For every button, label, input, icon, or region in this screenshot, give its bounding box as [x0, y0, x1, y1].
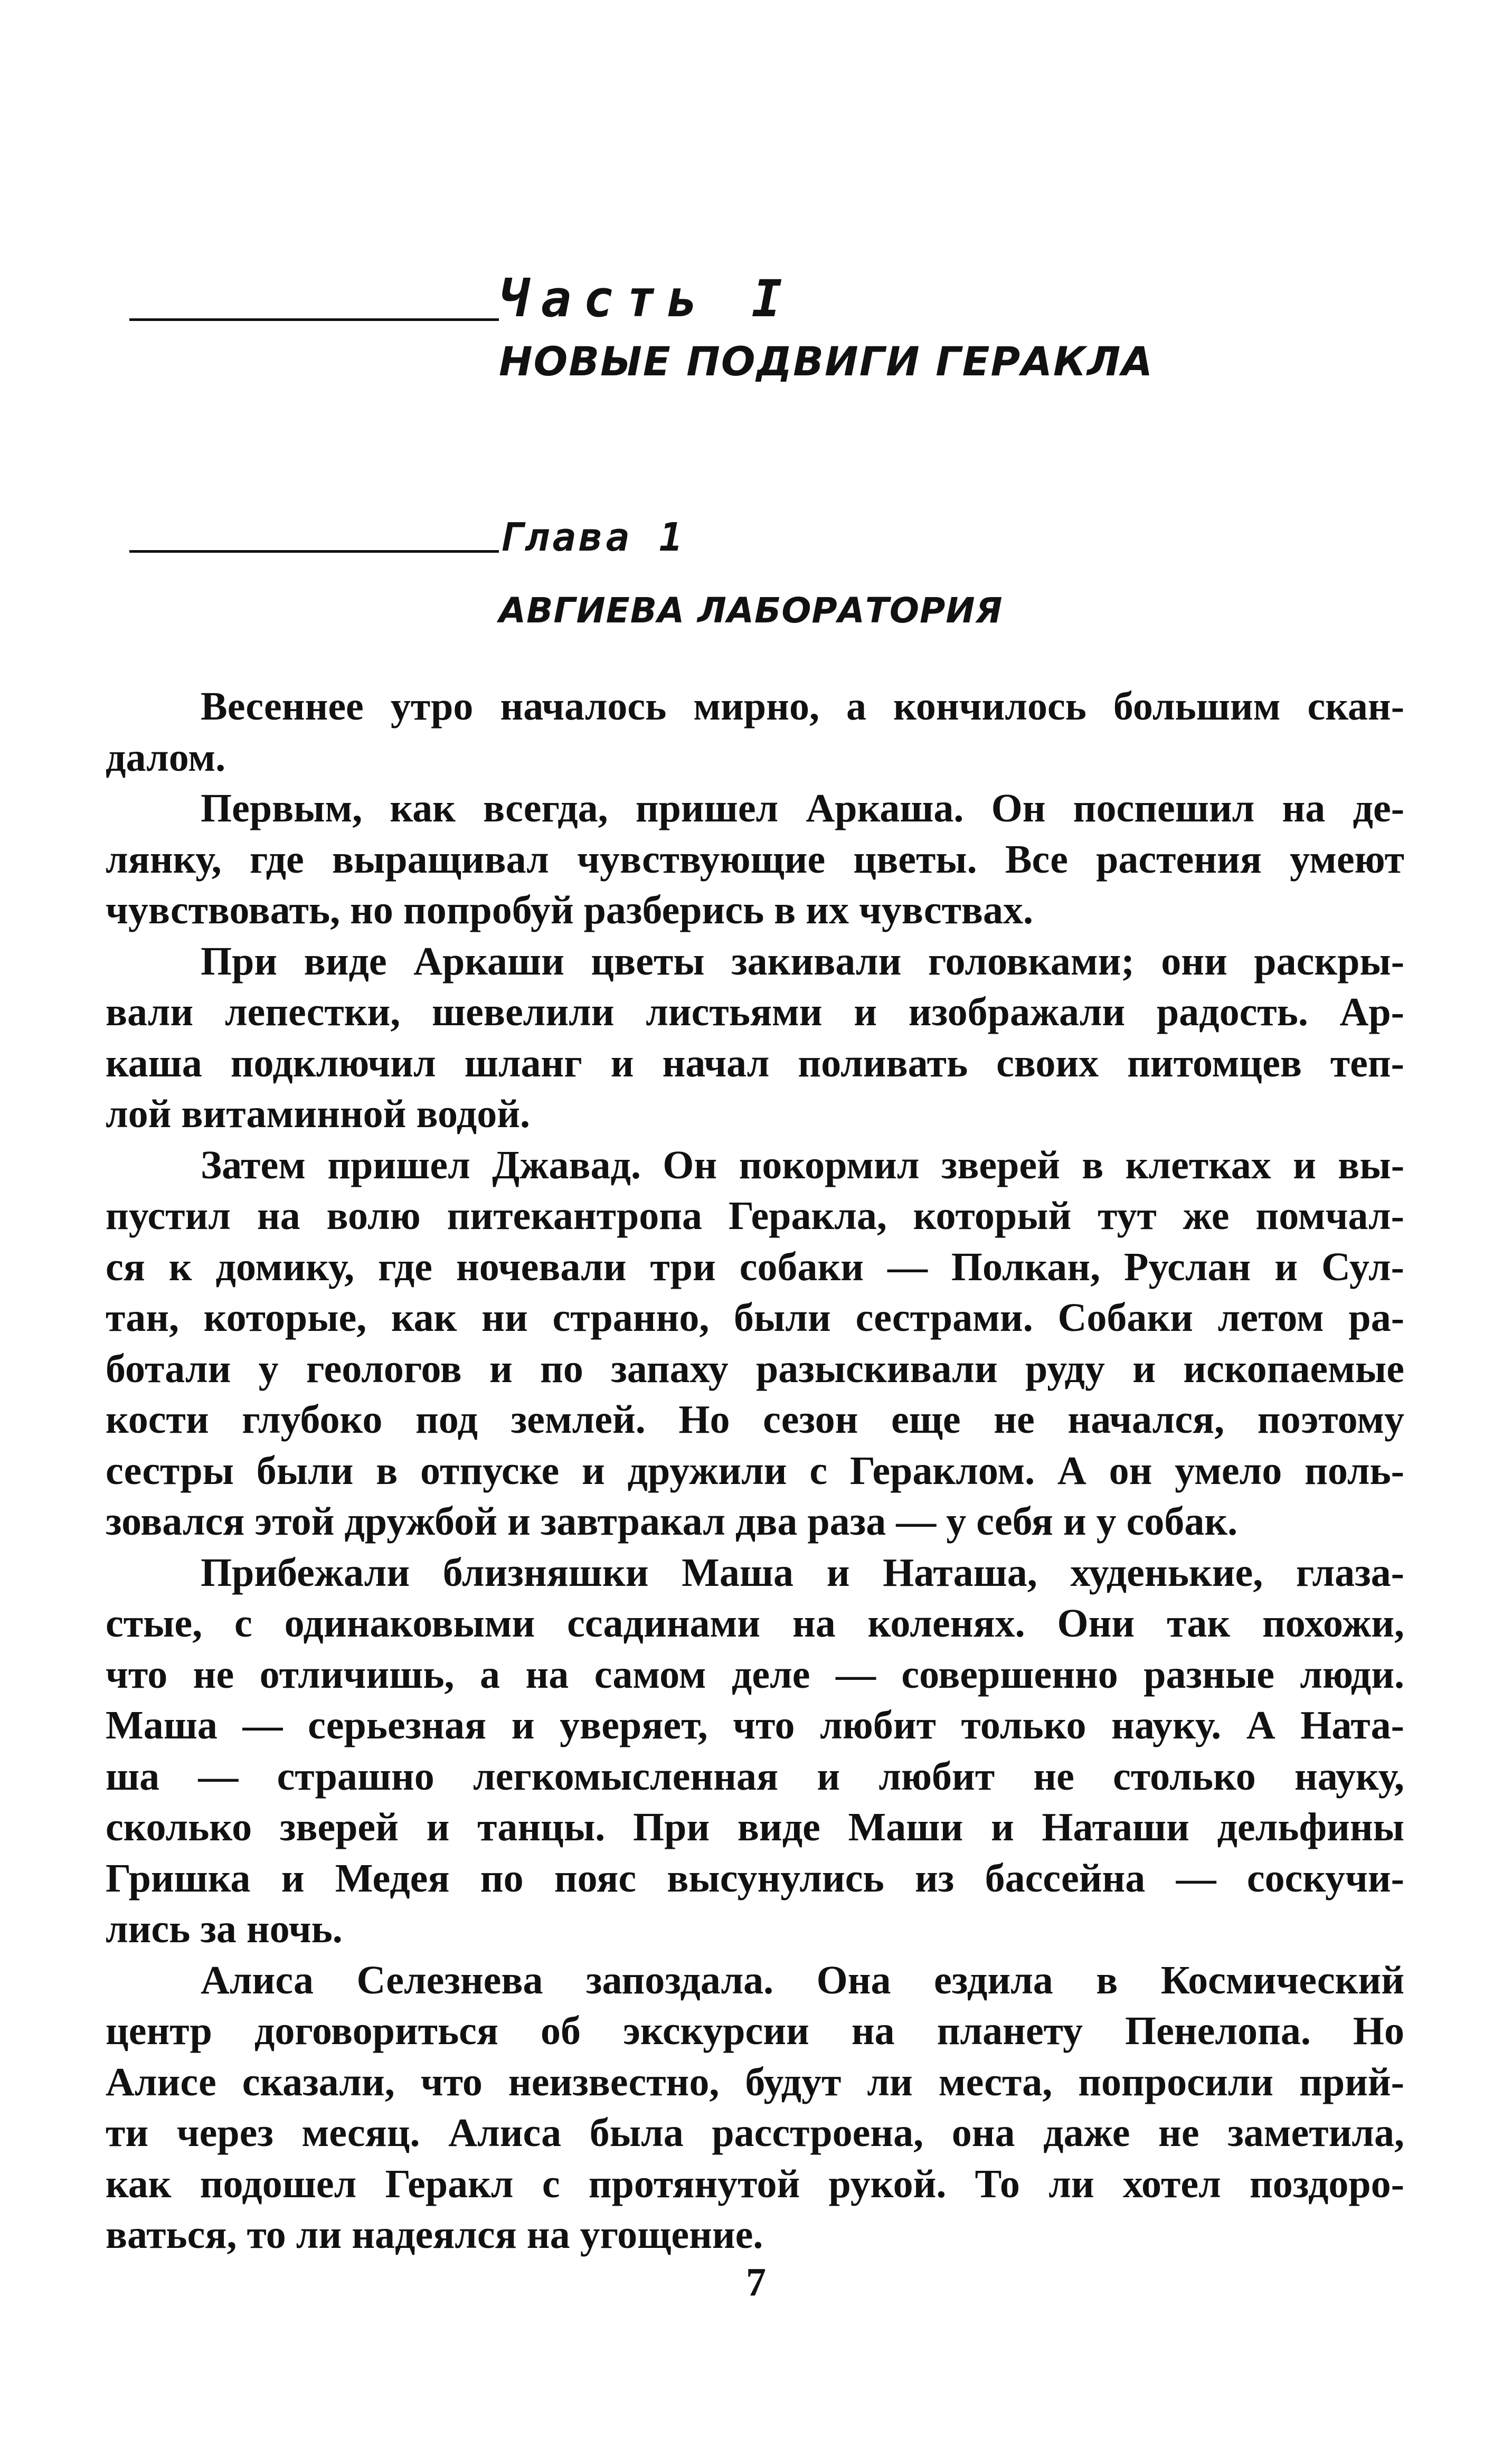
text-line: ти через месяц. Алиса была расстроена, она даже не заметила,: [106, 2111, 1404, 2155]
text-line: стые, с одинаковыми ссадинами на коленях. Они так похожи,: [106, 1601, 1404, 1646]
part-label: Часть I: [499, 269, 794, 328]
text-line: каша подключил шланг и начал поливать своих питомцев теп-: [106, 1041, 1404, 1085]
paragraph: [106, 681, 1404, 783]
text-line: Алиса Селезнева запоздала. Она ездила в Космический: [201, 1958, 1404, 2002]
text-line: сестры были в отпуске и дружили с Гераклом. А он умело поль-: [106, 1448, 1404, 1493]
text-line: сколько зверей и танцы. При виде Маши и Наташи дельфины: [106, 1805, 1404, 1849]
text-line: Затем пришел Джавад. Он покормил зверей в клетках и вы-: [201, 1142, 1404, 1187]
part-heading-rule: [129, 318, 499, 321]
text-line: как подошел Геракл с протянутой рукой. То ли хотел поздоро-: [106, 2161, 1404, 2206]
text-line: Алисе сказали, что неизвестно, будут ли места, попросили прий-: [106, 2059, 1404, 2104]
text-line: далом.: [106, 735, 226, 780]
text-line: чувствовать, но попробуй разберись в их чувствах.: [106, 888, 1033, 932]
part-heading: [129, 269, 794, 328]
text-line: лись за ночь.: [106, 1907, 343, 1951]
part-title: НОВЫЕ ПОДВИГИ ГЕРАКЛА: [499, 338, 1154, 385]
text-line: ботали у геологов и по запаху разыскивали руду и ископаемые: [106, 1346, 1404, 1391]
chapter-title: АВГИЕВА ЛАБОРАТОРИЯ: [499, 590, 1003, 631]
text-line: зовался этой дружбой и завтракал два раза — у себя и у собак.: [106, 1499, 1238, 1544]
text-line: вали лепестки, шевелили листьями и изображали радость. Ар-: [106, 990, 1404, 1034]
text-line: лянку, где выращивал чувствующие цветы. Все растения умеют: [106, 837, 1404, 882]
text-line: Весеннее утро началось мирно, а кончилось большим скан-: [201, 684, 1404, 729]
chapter-label: Глава 1: [499, 515, 686, 560]
paragraph: [106, 1547, 1404, 1955]
text-line: При виде Аркаши цветы закивали головками; они раскры-: [201, 939, 1404, 984]
paragraph: [106, 936, 1404, 1140]
text-line: Первым, как всегда, пришел Аркаша. Он поспешил на де-: [201, 786, 1404, 830]
text-line: Прибежали близняшки Маша и Наташа, худенькие, глаза-: [201, 1550, 1404, 1595]
text-line: тан, которые, как ни странно, были сестрами. Собаки летом ра-: [106, 1296, 1404, 1340]
text-line: ша — страшно легкомысленная и любит не столько науку,: [106, 1754, 1404, 1799]
page-number: 7: [746, 2260, 766, 2304]
text-line: ся к домику, где ночевали три собаки — Полкан, Руслан и Сул-: [106, 1244, 1404, 1289]
chapter-heading-rule: [129, 550, 499, 553]
text-line: Гришка и Медея по пояс высунулись из бассейна — соскучи-: [106, 1856, 1404, 1901]
paragraph: [106, 783, 1404, 936]
text-line: центр договориться об экскурсии на планету Пенелопа. Но: [106, 2009, 1404, 2053]
paragraph: [106, 1955, 1404, 2261]
text-line: лой витаминной водой.: [106, 1092, 531, 1136]
text-line: пустил на волю питекантропа Геракла, который тут же помчал-: [106, 1194, 1404, 1238]
text-line: ваться, то ли надеялся на угощение.: [106, 2213, 763, 2257]
chapter-body: [106, 681, 1404, 2261]
text-line: Маша — серьезная и уверяет, что любит только науку. А Ната-: [106, 1703, 1404, 1747]
text-line: что не отличишь, а на самом деле — совершенно разные люди.: [106, 1652, 1404, 1697]
chapter-heading: [129, 515, 686, 560]
text-line: кости глубоко под землей. Но сезон еще не начался, поэтому: [106, 1397, 1404, 1442]
paragraph: [106, 1140, 1404, 1547]
